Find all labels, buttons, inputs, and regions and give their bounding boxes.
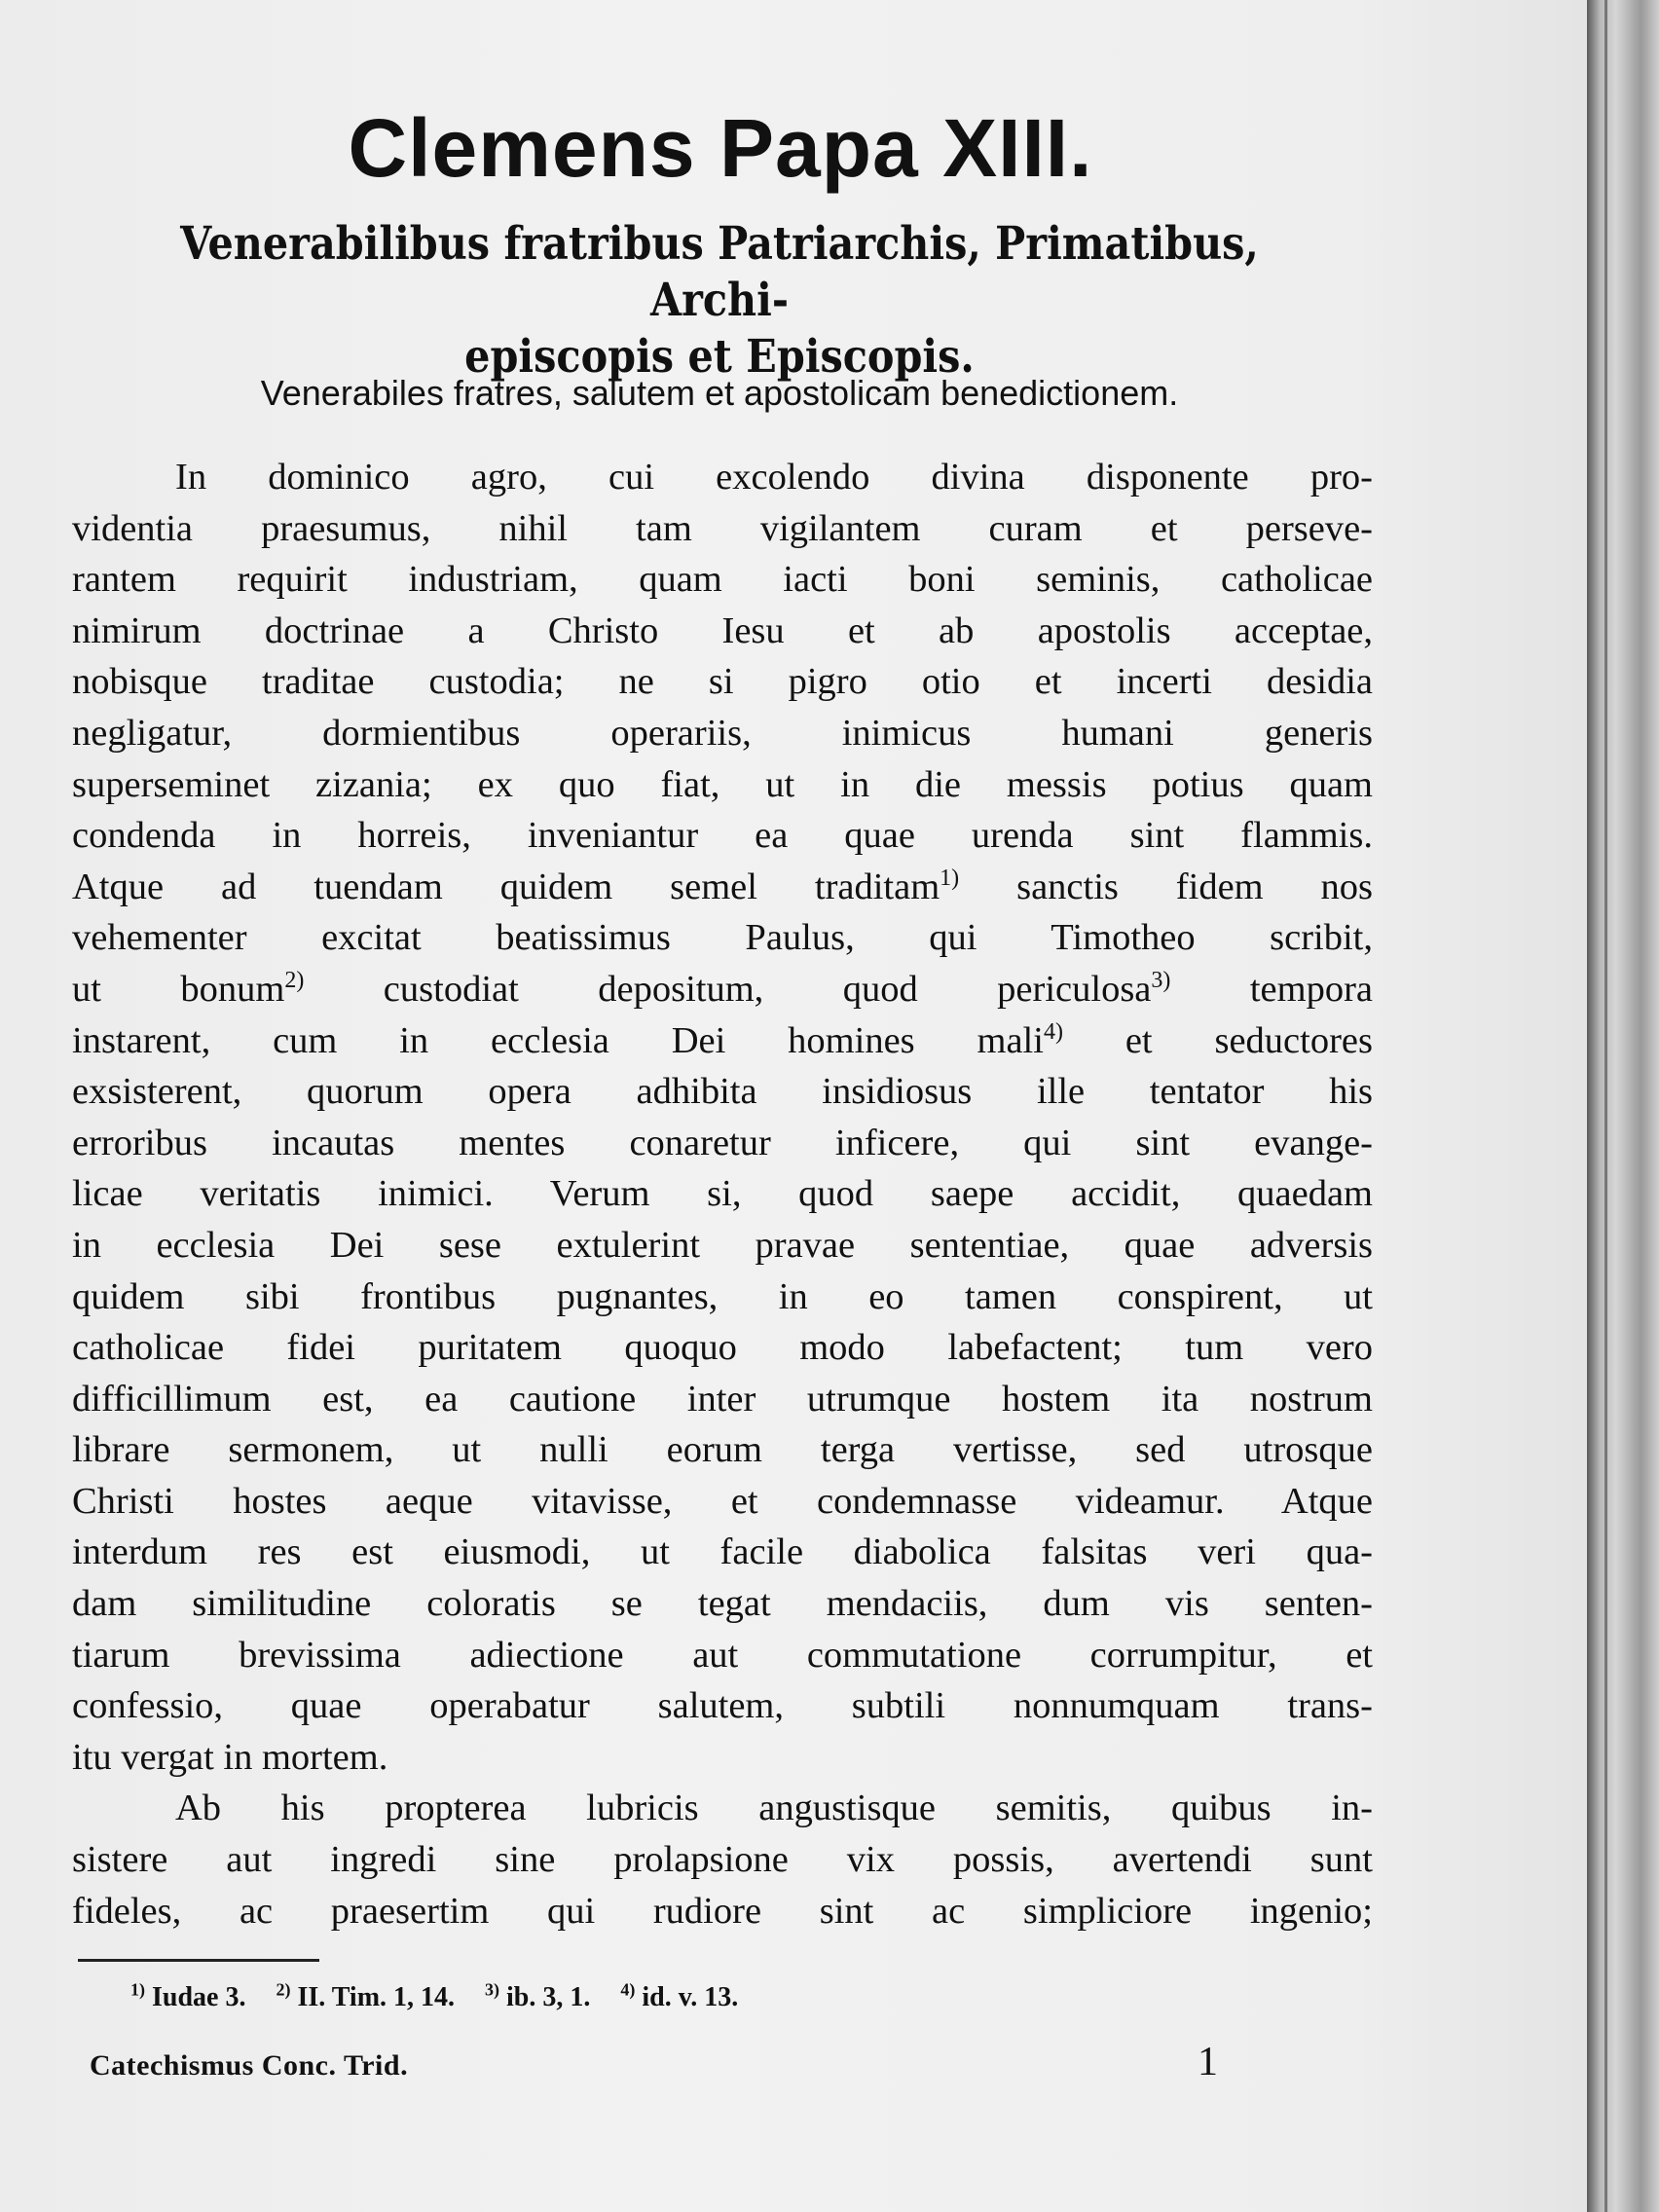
text-segment: ut bonum [72, 968, 285, 1010]
text-line: in ecclesia Dei sese extulerint pravae sententiae, quae adversis [72, 1224, 1373, 1266]
page-title: Clemens Papa XIII. [348, 102, 1093, 194]
footnote-mark: 1) [940, 865, 960, 891]
text-line: vehementer excitat beatissimus Paulus, qui Timotheo scribit, [72, 917, 1373, 959]
footnote-text: id. v. 13. [642, 1982, 739, 2012]
text-line: superseminet zizania; ex quo fiat, ut in die messis potius quam [72, 763, 1373, 805]
footnote-divider [78, 1959, 319, 1962]
text-line: videntia praesumus, nihil tam vigilantem curam et perseve- [72, 507, 1373, 549]
footnote [485, 1979, 591, 2012]
text-line: negligatur, dormientibus operariis, inimicus humani generis [72, 712, 1373, 754]
text-line: Christi hostes aeque vitavisse, et condemnasse videamur. Atque [72, 1480, 1373, 1522]
greeting-line: Venerabiles fratres, salutem et apostolicam benedictionem. [260, 373, 1179, 413]
footnote-number: 2) [276, 1979, 291, 2000]
text-segment: instarent, cum in ecclesia Dei homines mali [72, 1019, 1044, 1061]
footnote-text: ib. 3, 1. [506, 1982, 591, 2012]
text-line: sistere aut ingredi sine prolapsione vix possis, avertendi sunt [72, 1839, 1373, 1881]
text-line [72, 964, 1373, 1015]
text-line: librare sermonem, ut nulli eorum terga vertisse, sed utrosque [72, 1429, 1373, 1471]
text-segment: tempora [1249, 968, 1373, 1010]
footnote-text: II. Tim. 1, 14. [297, 1982, 456, 2012]
footnote-mark: 3) [1151, 968, 1171, 994]
footnotes [130, 1978, 761, 2017]
addressee-line: episcopis et Episcopis. [464, 330, 975, 384]
text-line: dam similitudine coloratis se tegat mendaciis, dum vis senten- [72, 1583, 1373, 1625]
page-edge-shadow [1587, 0, 1659, 2212]
text-line: quidem sibi frontibus pugnantes, in eo tamen conspirent, ut [72, 1275, 1373, 1317]
text-segment: custodiat depositum, quod periculosa [383, 968, 1152, 1010]
text-line: Ab his propterea lubricis angustisque semitis, quibus in- [175, 1788, 1373, 1829]
text-segment: sanctis fidem nos [1016, 866, 1374, 907]
text-line: condenda in horreis, inveniantur ea quae urenda sint flammis. [72, 815, 1373, 857]
text-line: catholicae fidei puritatem quoquo modo labefactent; tum vero [72, 1327, 1373, 1369]
text-line: nobisque traditae custodia; ne si pigro otio et incerti desidia [72, 661, 1373, 703]
text-line: erroribus incautas mentes conaretur inficere, qui sint evange- [72, 1122, 1373, 1163]
footnote-text: Iudae 3. [152, 1982, 246, 2012]
text-line: nimirum doctrinae a Christo Iesu et ab apostolis acceptae, [72, 609, 1373, 651]
footnote-number: 4) [620, 1979, 636, 2000]
text-segment: et seductores [1124, 1019, 1373, 1061]
page-number: 1 [1198, 2040, 1218, 2084]
body-text [72, 452, 1373, 1936]
footnote-mark: 2) [284, 968, 305, 994]
text-line: rantem requirit industriam, quam iacti boni seminis, catholicae [72, 559, 1373, 601]
addressee-line: Venerabilibus fratribus Patriarchis, Primatibus, Archi- [180, 217, 1259, 327]
text-line: interdum res est eiusmodi, ut facile diabolica falsitas veri qua- [72, 1531, 1373, 1573]
footnote-mark: 4) [1043, 1018, 1063, 1045]
text-line: confessio, quae operabatur salutem, subtili nonnumquam trans- [72, 1685, 1373, 1727]
text-line [72, 862, 1373, 913]
addressee-heading [150, 216, 1289, 386]
text-line: tiarum brevissima adiectione aut commutatione corrumpitur, et [72, 1634, 1373, 1676]
text-line: In dominico agro, cui excolendo divina disponente pro- [175, 457, 1373, 498]
text-line: itu vergat in mortem. [72, 1736, 388, 1778]
text-line: difficillimum est, ea cautione inter utrumque hostem ita nostrum [72, 1378, 1373, 1419]
text-line: fideles, ac praesertim qui rudiore sint ac simpliciore ingenio; [72, 1890, 1373, 1932]
footnote-number: 1) [130, 1979, 145, 2000]
footnote-number: 3) [485, 1979, 500, 2000]
text-line: exsisterent, quorum opera adhibita insidiosus ille tentator his [72, 1071, 1373, 1113]
running-footer-title: Catechismus Conc. Trid. [90, 2049, 409, 2082]
text-segment: Atque ad tuendam quidem semel traditam [72, 866, 940, 907]
footnote [620, 1979, 739, 2012]
footnote [276, 1979, 456, 2012]
text-line: licae veritatis inimici. Verum si, quod saepe accidit, quaedam [72, 1173, 1373, 1215]
footnote [130, 1979, 246, 2012]
text-line [72, 1015, 1373, 1067]
